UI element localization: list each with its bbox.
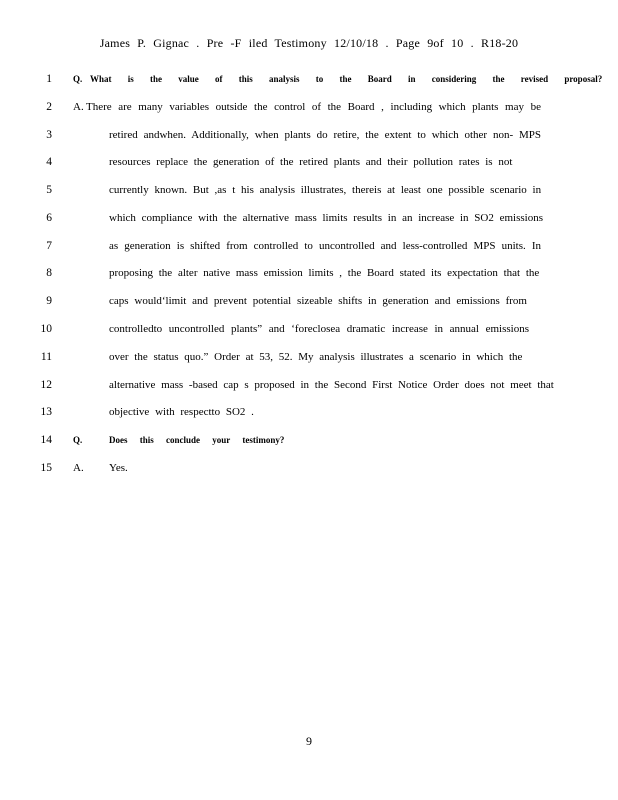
question-text: Does this conclude your testimony? <box>109 435 285 445</box>
answer-line <box>0 291 618 311</box>
page-number: 9 <box>306 734 312 748</box>
answer-line <box>0 152 618 172</box>
line-number: 12 <box>40 379 52 391</box>
line-number: 15 <box>40 462 52 474</box>
line-number: 10 <box>40 323 52 335</box>
line-number: 13 <box>40 406 52 418</box>
question-label: Q. <box>73 435 83 445</box>
answer-line <box>0 458 618 478</box>
answer-text: Yes. <box>109 462 128 474</box>
line-number: 1 <box>46 73 52 85</box>
line-number: 5 <box>46 184 52 196</box>
answer-text: which compliance with the alternative mass limits results in an increase in SO2 emissions <box>109 212 544 224</box>
answer-line <box>0 319 618 339</box>
line-number: 3 <box>46 129 52 141</box>
answer-text: proposing the alter native mass emission limits , the Board stated its expectation that the <box>109 267 540 279</box>
answer-text: resources replace the generation of the retired plants and their pollution rates is not <box>109 156 513 168</box>
line-number: 8 <box>46 267 52 279</box>
answer-text: objective with respectto SO2 . <box>109 406 254 418</box>
answer-line <box>0 347 618 367</box>
answer-line <box>0 125 618 145</box>
answer-line <box>0 180 618 200</box>
answer-label: A. <box>73 101 84 113</box>
answer-line <box>0 236 618 256</box>
answer-text: caps would‘limit and prevent potential sizeable shifts in generation and emissions from <box>109 295 527 307</box>
answer-line <box>0 402 618 422</box>
line-number: 14 <box>40 434 52 446</box>
answer-line <box>0 263 618 283</box>
line-number: 7 <box>46 240 52 252</box>
line-number: 9 <box>46 295 52 307</box>
question-line <box>0 430 618 450</box>
answer-text: as generation is shifted from controlled to uncontrolled and less-controlled MPS units. In <box>109 240 541 252</box>
line-number: 4 <box>46 156 52 168</box>
answer-text: over the status quo.” Order at 53, 52. My analysis illustrates a scenario in which the <box>109 351 523 363</box>
line-number: 11 <box>40 351 52 363</box>
answer-text: There are many variables outside the control of the Board , including which plants may be <box>86 101 541 113</box>
answer-text: controlledto uncontrolled plants” and ‘foreclosea dramatic increase in annual emissions <box>109 323 529 335</box>
answer-line <box>0 375 618 395</box>
question-label: Q. <box>73 74 83 84</box>
page-header: James P. Gignac . Pre -F iled Testimony 12/10/18 . Page 9of 10 . R18-20 <box>99 36 519 50</box>
question-line <box>0 69 618 89</box>
answer-text: alternative mass -based cap s proposed in the Second First Notice Order does not meet that <box>109 379 554 391</box>
line-number: 2 <box>46 101 52 113</box>
answer-label: A. <box>73 462 84 474</box>
answer-text: retired andwhen. Additionally, when plants do retire, the extent to which other non- MPS <box>109 129 541 141</box>
line-number: 6 <box>46 212 52 224</box>
question-text: What is the value of this analysis to the Board in considering the revised proposal? <box>90 74 603 84</box>
answer-text: currently known. But ,as t his analysis illustrates, thereis at least one possible scenario in <box>109 184 542 196</box>
answer-line <box>0 97 618 117</box>
answer-line <box>0 208 618 228</box>
